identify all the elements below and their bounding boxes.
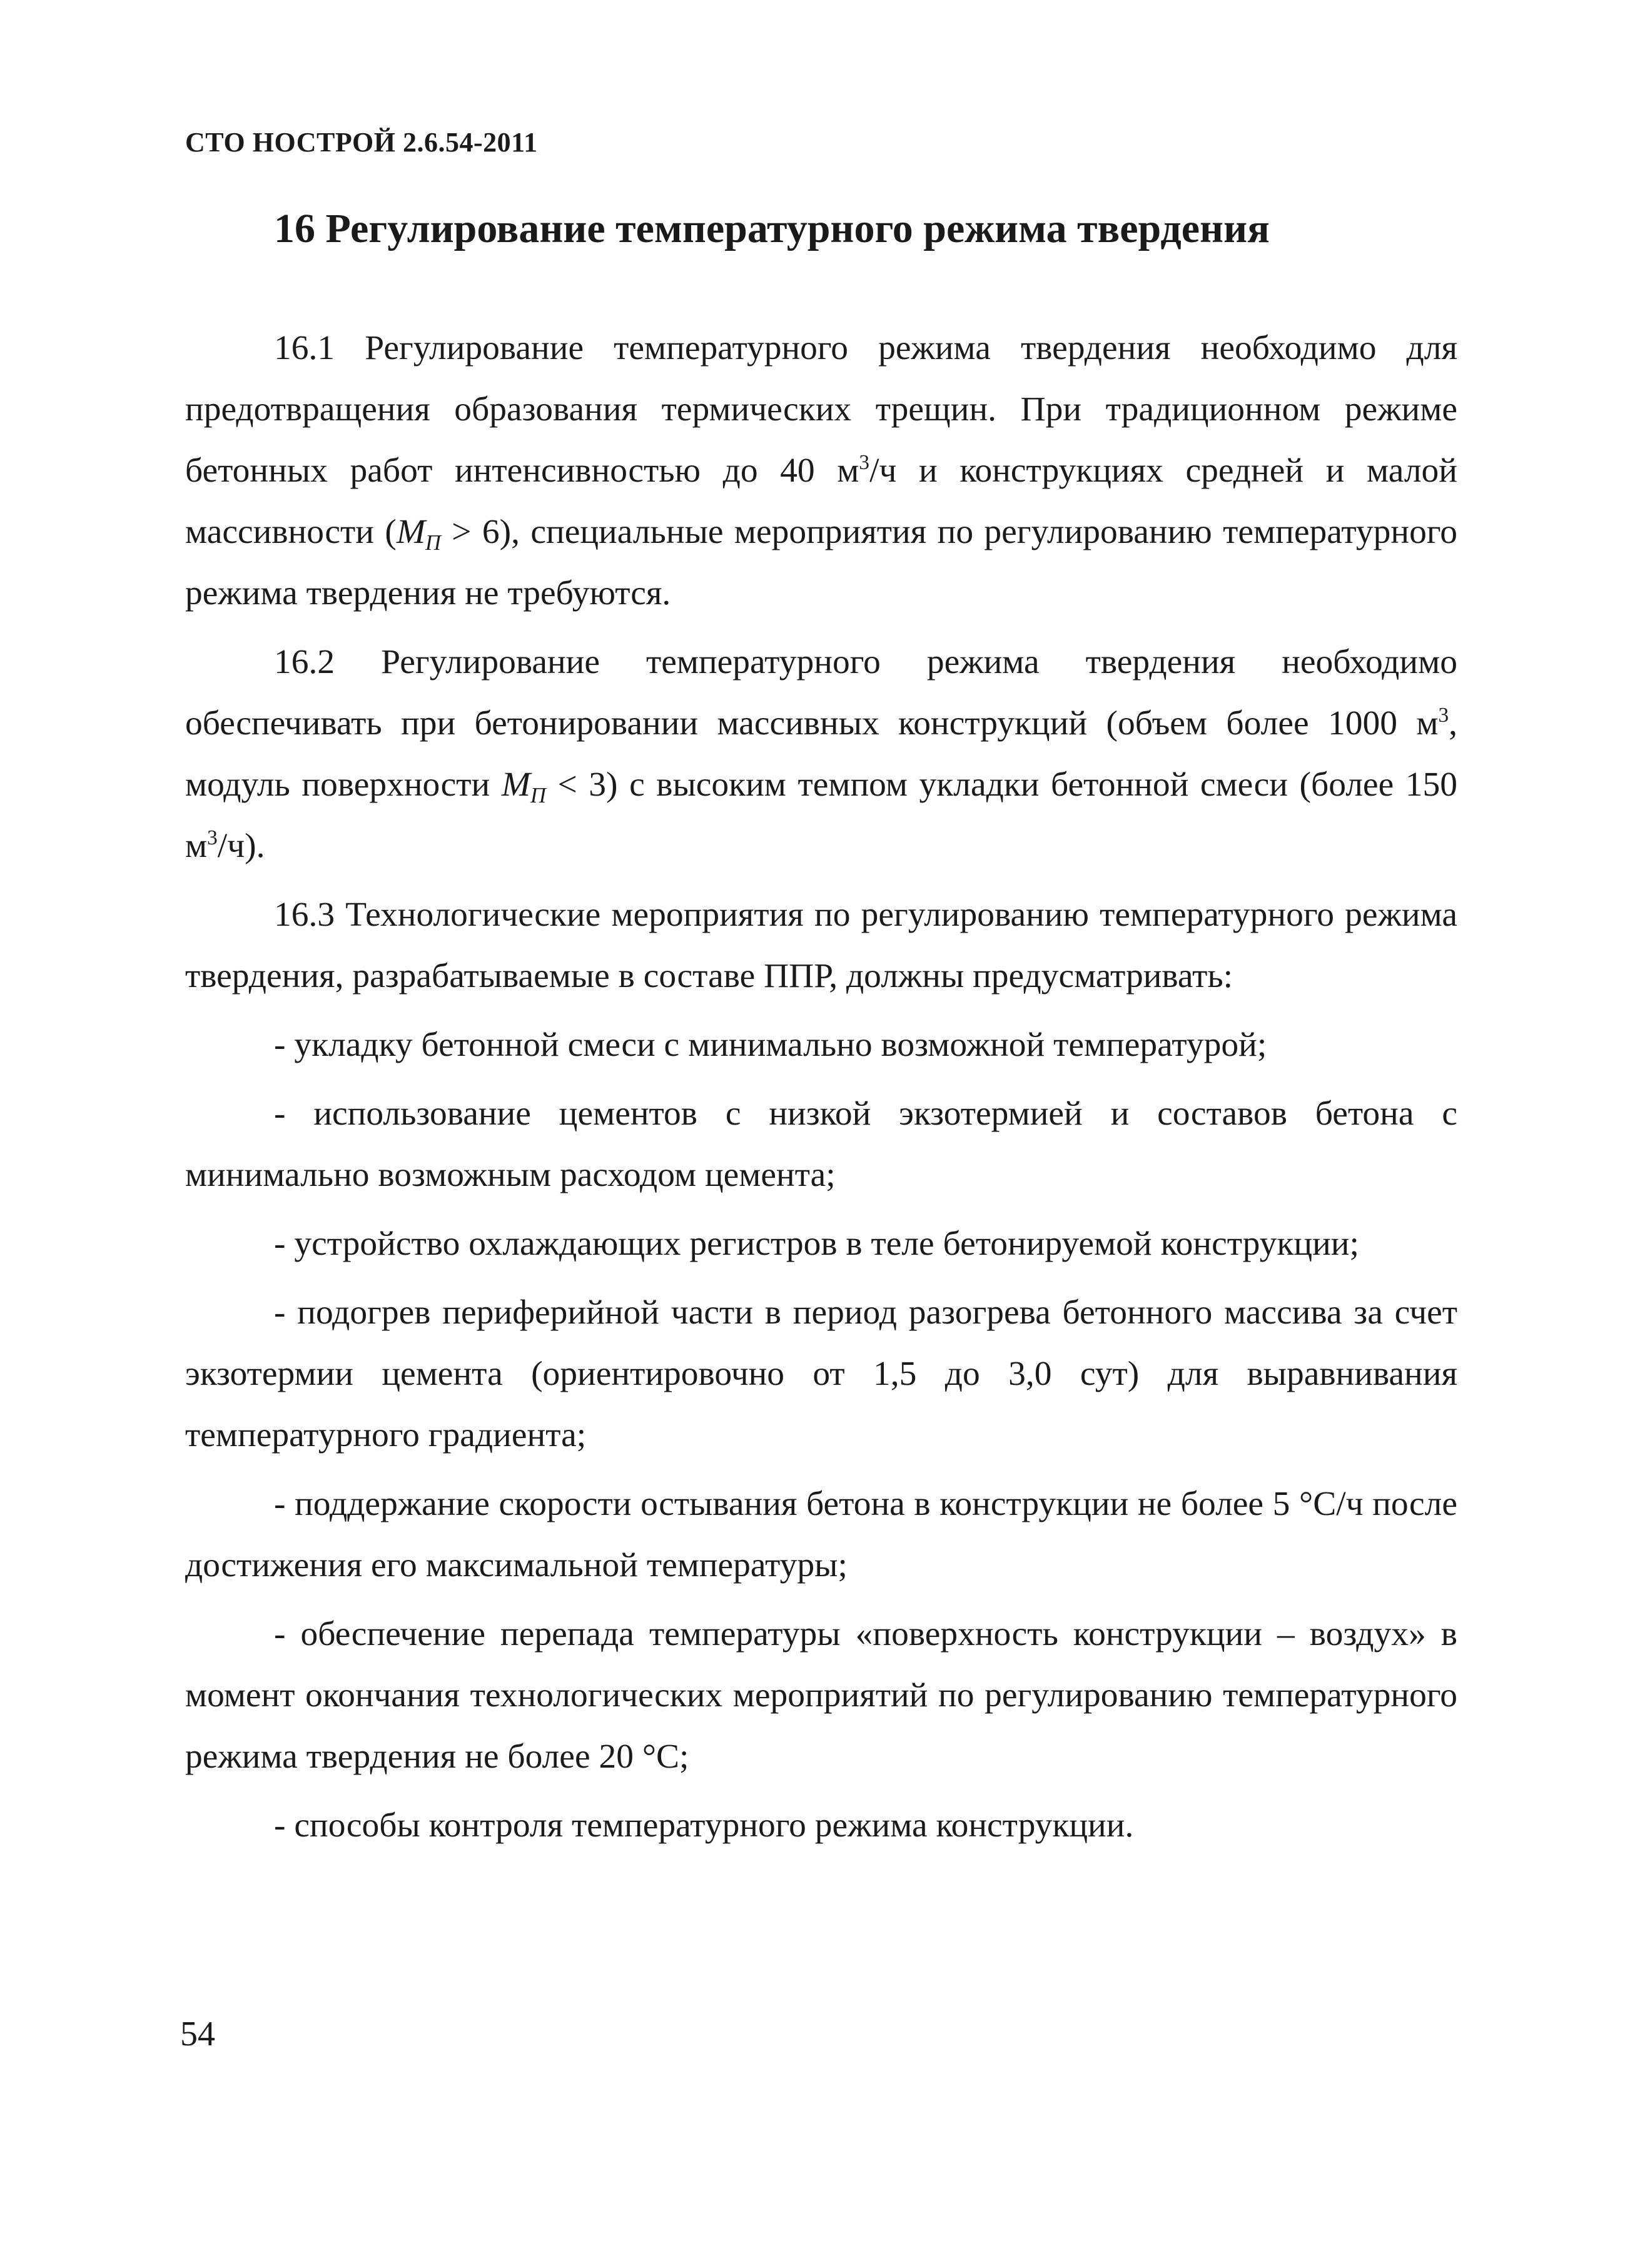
modulus-variable: М — [501, 766, 531, 804]
paragraph-16-3: 16.3 Технологические мероприятия по регулированию температурного режима твердения, разрабатываемые в составе ППР, должны предусматривать: — [185, 896, 1457, 995]
page-number: 54 — [180, 2015, 215, 2053]
list-item: - подогрев периферийной части в период разогрева бетонного массива за счет экзотермии цемента (ориентировочно от 1,5 до 3,0 сут) для выравнивания температурного градиента; — [185, 1293, 1457, 1454]
list-item: - устройство охлаждающих регистров в теле бетонируемой конструкции; — [274, 1225, 1359, 1263]
list-item: - обеспечение перепада температуры «поверхность конструкции – воздух» в момент окончания технологических мероприятий по регулированию температурного режима твердения не более 20 °С; — [185, 1615, 1457, 1776]
standard-header: СТО НОСТРОЙ 2.6.54-2011 — [185, 127, 538, 158]
list-item: - использование цементов с низкой экзотермией и составов бетона с минимально возможным расходом цемента; — [185, 1095, 1457, 1194]
list-item: - поддержание скорости остывания бетона в конструкции не более 5 °С/ч после достижения его максимальной температуры; — [185, 1485, 1457, 1584]
list-item: - способы контроля температурного режима конструкции. — [274, 1806, 1134, 1845]
paragraph-16-2: 16.2 Регулирование температурного режима твердения необходимо обеспечивать при бетонировании массивных конструкций (объем более 1000 $м^3$, модуль поверхности МП < 3) с высоким темпом укладки бетонной смеси (более 150 $м^3/ч$). — [185, 643, 1457, 865]
list-item: - укладку бетонной смеси с минимально возможной температурой; — [274, 1026, 1267, 1064]
modulus-variable: М — [396, 513, 426, 551]
paragraph-16-1: 16.1 Регулирование температурного режима твердения необходимо для предотвращения образования термических трещин. При традиционном режиме бетонных работ интенсивностью до 40 $м^3/ч$ и конструкциях средней и малой массивности (МП > 6), специальные мероприятия по регулированию температурного режима твердения не требуются. — [185, 329, 1458, 612]
section-title: 16 Регулирование температурного режима твердения — [274, 206, 1270, 251]
body-text — [185, 318, 1457, 1856]
